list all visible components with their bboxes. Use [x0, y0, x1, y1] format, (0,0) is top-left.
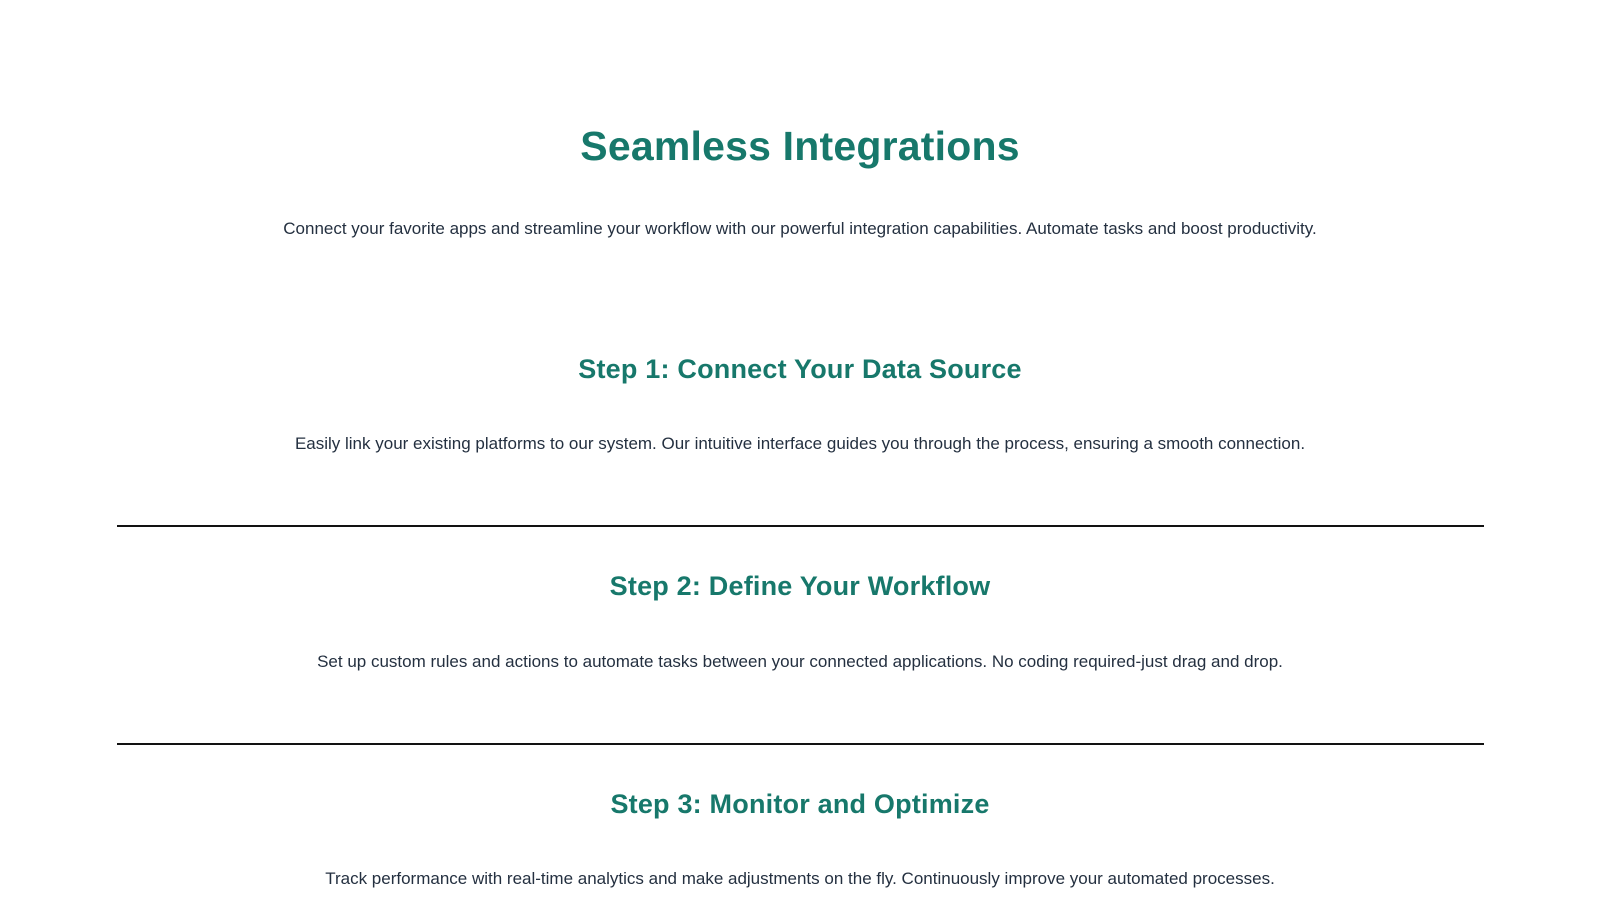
divider [117, 525, 1484, 527]
step-2-section [117, 569, 1484, 674]
step-1-section [117, 352, 1484, 457]
steps-list [117, 352, 1484, 892]
step-3-description: Track performance with real-time analytics and make adjustments on the fly. Continuously improve your automated processes. [325, 869, 1275, 889]
step-3-title: Step 3: Monitor and Optimize [610, 789, 990, 820]
step-2-title: Step 2: Define Your Workflow [609, 571, 991, 602]
content-container [117, 0, 1484, 892]
divider [117, 743, 1484, 745]
section-header [117, 118, 1484, 242]
step-2-description: Set up custom rules and actions to automate tasks between your connected applications. No coding required-just drag and drop. [317, 651, 1283, 671]
step-3-section [117, 787, 1484, 892]
step-1-title: Step 1: Connect Your Data Source [578, 353, 1022, 384]
page-subtitle: Connect your favorite apps and streamline your workflow with our powerful integration capabilities. Automate tasks and boost productivity. [283, 219, 1317, 239]
page-title: Seamless Integrations [580, 123, 1020, 169]
step-1-description: Easily link your existing platforms to our system. Our intuitive interface guides you through the process, ensuring a smooth connection. [294, 433, 1306, 453]
